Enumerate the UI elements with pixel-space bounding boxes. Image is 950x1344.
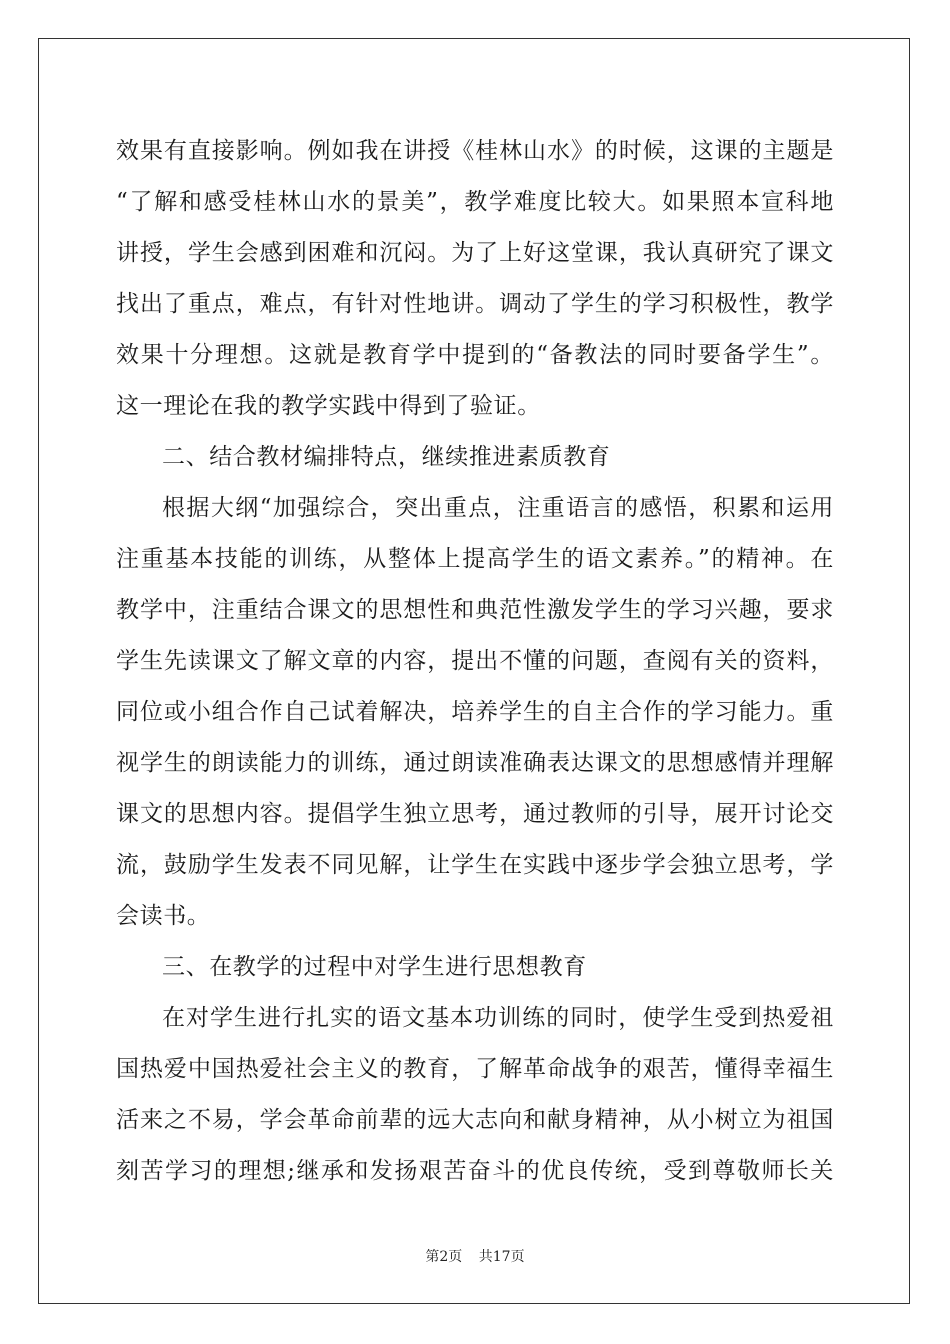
text-line: 同位或小组合作自己试着解决，培养学生的自主合作的学习能力。重 xyxy=(116,699,834,725)
text-line: 效果十分理想。这就是教育学中提到的“备教法的同时要备学生”。 xyxy=(116,342,834,368)
text-line: 会读书。 xyxy=(116,903,211,929)
text-line: “了解和感受桂林山水的景美”，教学难度比较大。如果照本宣科地 xyxy=(116,189,834,215)
document-body xyxy=(116,126,834,1197)
text-line: 根据大纲“加强综合，突出重点，注重语言的感悟，积累和运用 xyxy=(162,495,834,521)
page-total: 共17页 xyxy=(478,1249,525,1265)
text-line: 刻苦学习的理想;继承和发扬艰苦奋斗的优良传统，受到尊敬师长关 xyxy=(116,1158,834,1184)
text-line: 在对学生进行扎实的语文基本功训练的同时，使学生受到热爱祖 xyxy=(162,1005,834,1031)
text-line: 国热爱中国热爱社会主义的教育，了解革命战争的艰苦，懂得幸福生 xyxy=(116,1056,834,1082)
text-line: 课文的思想内容。提倡学生独立思考，通过教师的引导，展开讨论交 xyxy=(116,801,834,827)
text-line: 教学中，注重结合课文的思想性和典范性激发学生的学习兴趣，要求 xyxy=(116,597,834,623)
text-line: 讲授，学生会感到困难和沉闷。为了上好这堂课，我认真研究了课文 xyxy=(116,240,834,266)
text-line: 流，鼓励学生发表不同见解，让学生在实践中逐步学会独立思考，学 xyxy=(116,852,834,878)
text-line: 这一理论在我的教学实践中得到了验证。 xyxy=(116,393,541,419)
text-line: 视学生的朗读能力的训练，通过朗读准确表达课文的思想感情并理解 xyxy=(116,750,834,776)
text-line: 二、结合教材编排特点，继续推进素质教育 xyxy=(162,444,611,470)
page-number: 第2页 xyxy=(425,1249,463,1265)
page-footer xyxy=(0,1246,950,1266)
text-line: 注重基本技能的训练，从整体上提高学生的语文素养。”的精神。在 xyxy=(116,546,834,572)
text-line: 找出了重点，难点，有针对性地讲。调动了学生的学习积极性，教学 xyxy=(116,291,834,317)
text-line: 三、在教学的过程中对学生进行思想教育 xyxy=(162,954,587,980)
text-line: 活来之不易，学会革命前辈的远大志向和献身精神，从小树立为祖国 xyxy=(116,1107,834,1133)
text-line: 学生先读课文了解文章的内容，提出不懂的问题，查阅有关的资料， xyxy=(116,648,834,674)
text-line: 效果有直接影响。例如我在讲授《桂林山水》的时候，这课的主题是 xyxy=(116,138,834,164)
